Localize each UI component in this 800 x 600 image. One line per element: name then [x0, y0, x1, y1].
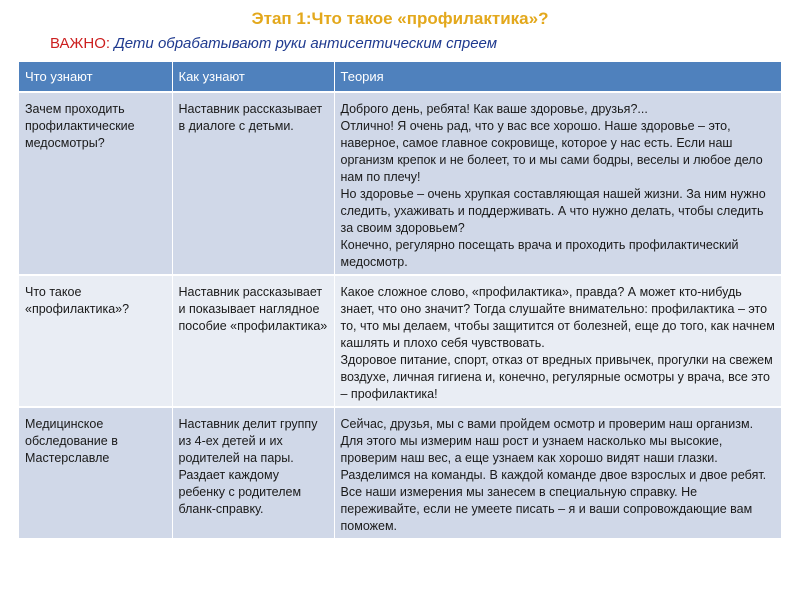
table-row [19, 92, 781, 275]
cell-what: Медицинское обследование в Мастерславле [19, 407, 172, 538]
cell-how: Наставник рассказывает в диалоге с детьми. [172, 92, 334, 275]
header-what: Что узнают [19, 62, 172, 92]
cell-how: Наставник рассказывает и показывает наглядное пособие «профилактика» [172, 275, 334, 407]
theory-paragraph: Конечно, регулярно посещать врача и проходить профилактический медосмотр. [340, 238, 739, 269]
header-theory: Теория [334, 62, 781, 92]
cell-what: Что такое «профилактика»? [19, 275, 172, 407]
header-how: Как узнают [172, 62, 334, 92]
theory-paragraph: Здоровое питание, спорт, отказ от вредных привычек, прогулки на свежем воздухе, личная гигиена и, конечно, регулярные осмотры у врача, все это – профилактика! [340, 353, 773, 401]
cell-what: Зачем проходить профилактические медосмотры? [19, 92, 172, 275]
lesson-table [19, 62, 781, 538]
theory-paragraph: Но здоровье – очень хрупкая составляющая нашей жизни. За ним нужно следить, ухаживать и поддерживать. А что нужно делать, чтобы следить за своим здоровьем? [340, 187, 766, 235]
cell-theory [334, 92, 781, 275]
important-note [50, 35, 497, 52]
theory-paragraph: Доброго день, ребята! Как ваше здоровье, друзья?... [340, 102, 648, 116]
cell-how: Наставник делит группу из 4-ех детей и их родителей на пары. Раздает каждому ребенку с родителем бланк-справку. [172, 407, 334, 538]
page-title: Этап 1:Что такое «профилактика»? [251, 9, 549, 28]
theory-paragraph: Отлично! Я очень рад, что у вас все хорошо. Наше здоровье – это, наверное, самое главное сокровище, которое у нас есть. Если наш организм крепок и не болеет, то и мы сами бодры, веселы и любое дело нам по плечу! [340, 119, 763, 184]
theory-paragraph: Какое сложное слово, «профилактика», правда? А может кто-нибудь знает, что оно значит? Тогда слушайте внимательно: профилактика – это то, что мы делаем, чтобы защитится от болезней, еще до того, как начнем кашлять и плохо себя чувствовать. [340, 285, 775, 350]
important-text: Дети обрабатывают руки антисептическим спреем [110, 35, 498, 52]
cell-theory [334, 407, 781, 538]
theory-paragraph: Сейчас, друзья, мы с вами пройдем осмотр и проверим наш организм. Для этого мы измерим наш рост и узнаем насколько мы высокие, проверим наш вес, а еще узнаем как хорошо видят наши глазки. Разделимся на команды. В каждой команде двое взрослых и двое ребят. Все наши измерения мы занесем в специальную справку. Не переживайте, если не умеете писать – я и ваши сопровождающие вам поможем. [340, 417, 767, 533]
cell-theory [334, 275, 781, 407]
important-label: ВАЖНО: [50, 35, 111, 52]
table-row [19, 275, 781, 407]
table-row [19, 407, 781, 538]
table-header-row [19, 62, 781, 92]
